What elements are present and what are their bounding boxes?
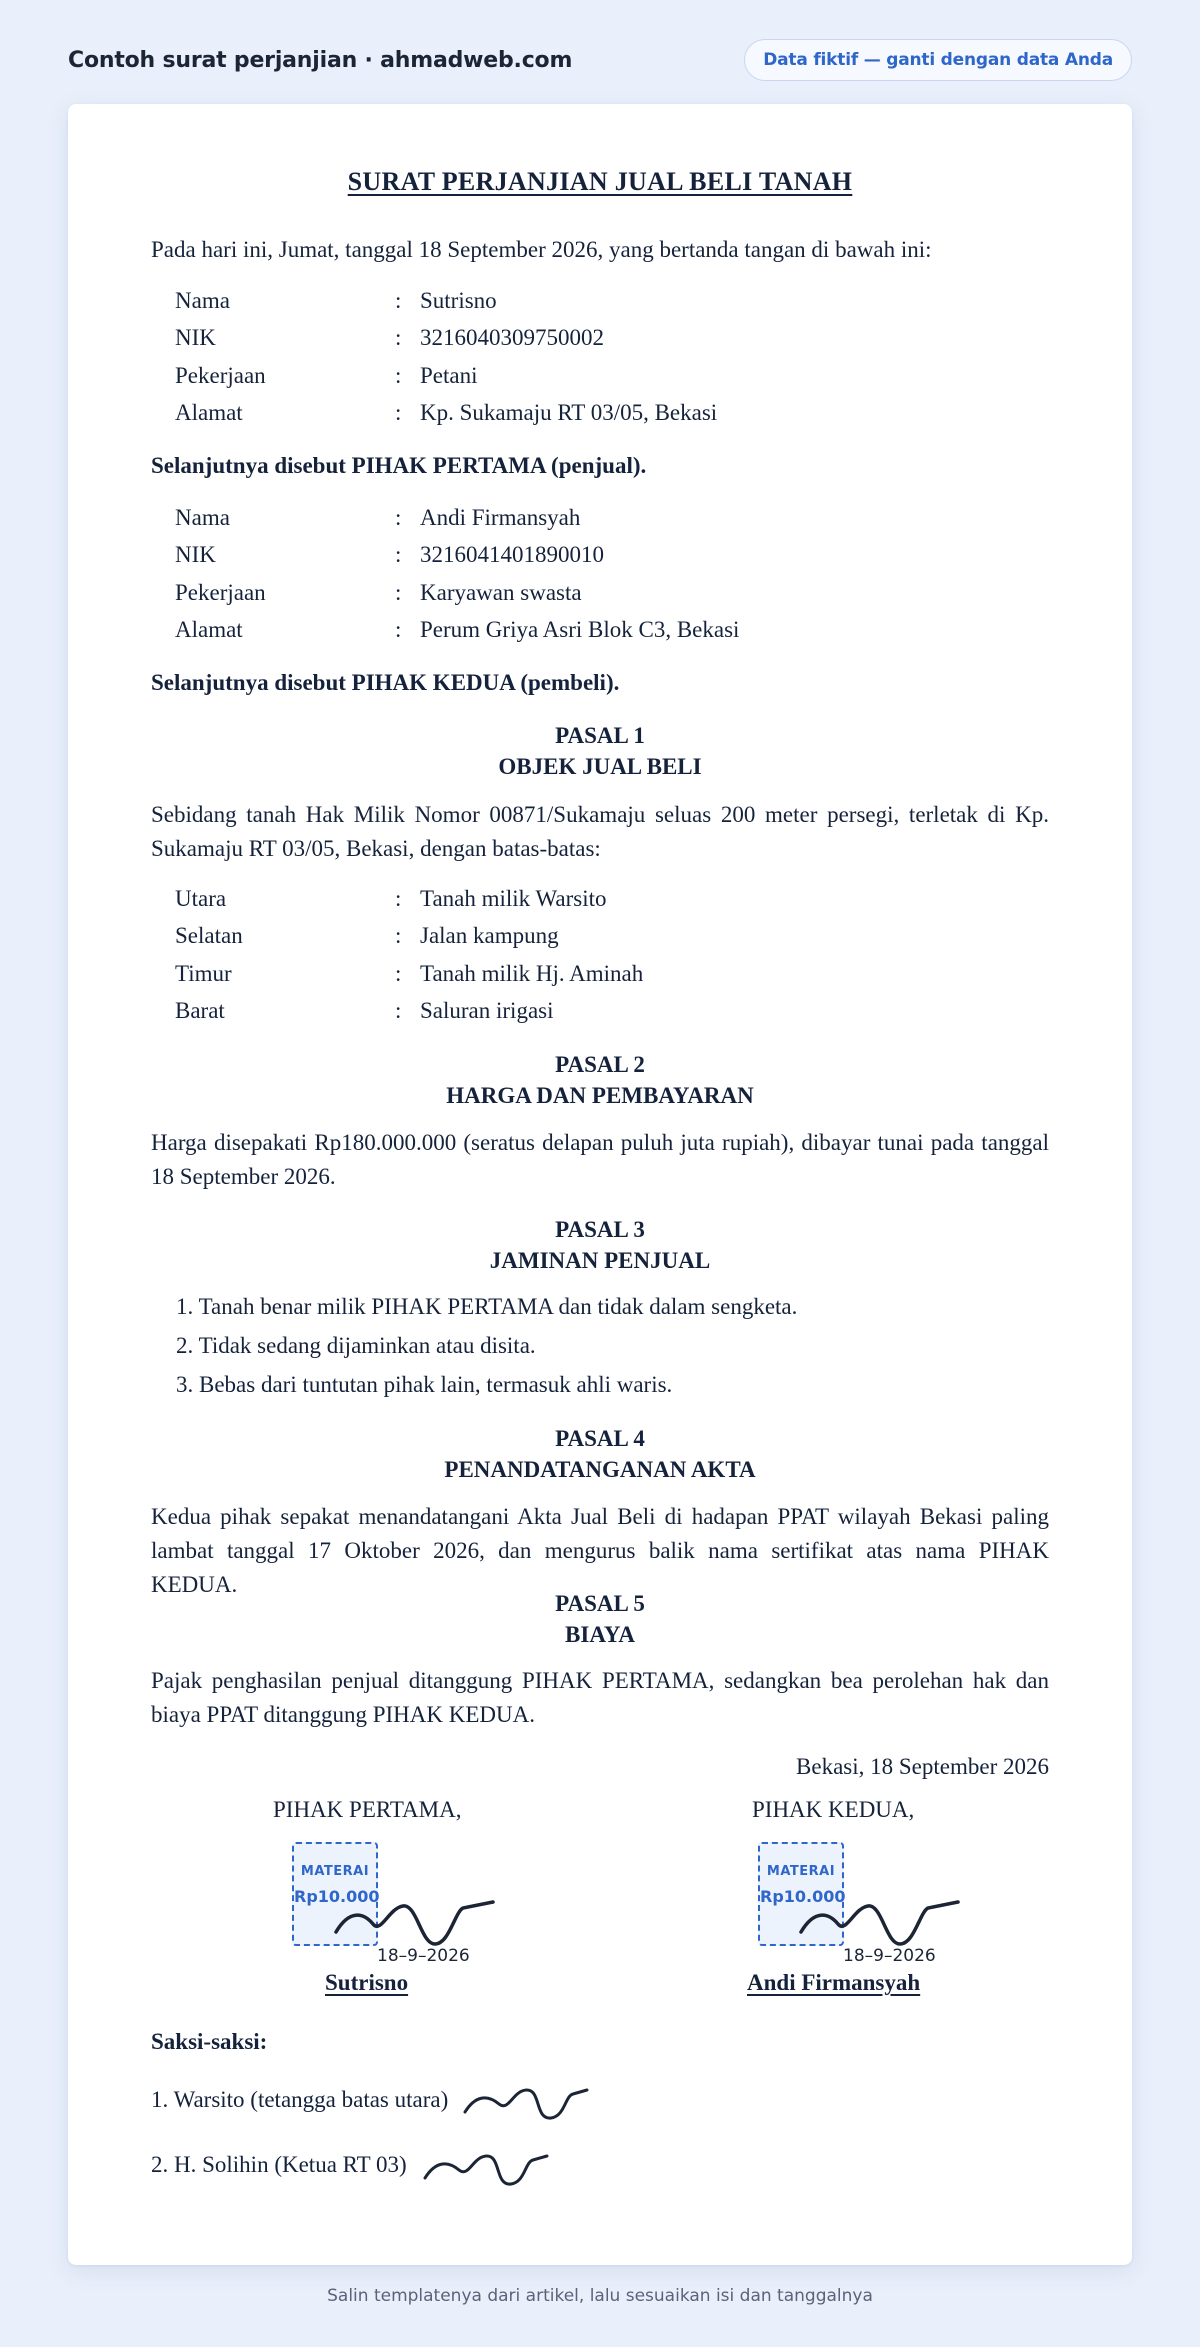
party2-signature-label: PIHAK KEDUA, (752, 1797, 915, 1822)
pasal3-heading (151, 1214, 1049, 1276)
colon: : (395, 362, 402, 388)
colon: : (395, 505, 402, 530)
field-value: 3216040309750002 (420, 325, 604, 351)
pasal-title: BIAYA (565, 1622, 635, 1647)
field-label: Alamat (175, 399, 243, 425)
field-value: Petani (420, 362, 478, 388)
stamp-title: MATERAI (766, 1864, 836, 1879)
field-value: Andi Firmansyah (420, 505, 581, 530)
witness-name: 1. Warsito (tetangga batas utara) (151, 2087, 449, 2112)
colon: : (395, 399, 402, 425)
colon: : (395, 542, 402, 568)
party1-details (175, 282, 1049, 431)
pasal-title: OBJEK JUAL BELI (498, 754, 702, 779)
party1-signature-label: PIHAK PERTAMA, (273, 1797, 462, 1822)
pasal1-heading (151, 720, 1049, 782)
top-bar (68, 38, 1132, 82)
party1-row (175, 357, 1049, 394)
pasal4-heading (151, 1423, 1049, 1485)
boundary-row (175, 992, 1049, 1029)
colon: : (395, 997, 402, 1023)
boundary-label: Utara (175, 886, 227, 911)
site-title: Contoh surat perjanjian · ahmadweb.com (68, 47, 573, 73)
colon: : (395, 288, 402, 313)
party1-row (175, 394, 1049, 431)
field-label: Pekerjaan (175, 579, 266, 605)
pasal-number: PASAL 5 (555, 1591, 645, 1616)
field-label: Alamat (175, 616, 243, 642)
witness-2 (151, 2152, 407, 2178)
pasal-title: HARGA DAN PEMBAYARAN (446, 1083, 754, 1108)
party2-signer-name: Andi Firmansyah (747, 1970, 921, 1995)
field-value: Perum Griya Asri Blok C3, Bekasi (420, 616, 740, 642)
field-label: NIK (175, 325, 216, 351)
party1-row (175, 319, 1049, 356)
party1-row (175, 282, 1049, 319)
field-value: Kp. Sukamaju RT 03/05, Bekasi (420, 399, 718, 425)
pasal-number: PASAL 1 (555, 723, 645, 748)
pasal4-text: Kedua pihak sepakat menandatangani Akta Jual Beli di hadapan PPAT wilayah Bekasi paling lambat tanggal 17 Oktober 2026, dan mengurus balik nama sertifikat atas nama PIHAK KEDUA. (151, 1504, 1049, 1597)
colon: : (395, 886, 402, 911)
party2-details (175, 499, 1049, 648)
pasal5-text: Pajak penghasilan penjual ditanggung PIHAK PERTAMA, sedangkan bea perolehan hak dan biaya PPAT ditanggung PIHAK KEDUA. (151, 1668, 1049, 1727)
boundary-value: Tanah milik Warsito (420, 886, 607, 911)
pasal-number: PASAL 2 (555, 1052, 645, 1077)
boundary-value: Jalan kampung (420, 923, 559, 949)
party1-designation: Selanjutnya disebut PIHAK PERTAMA (penjual). (151, 453, 647, 478)
stamp-value: Rp10.000 (760, 1887, 846, 1906)
party2-row (175, 499, 1049, 536)
colon: : (395, 960, 402, 986)
list-item: 3. Bebas dari tuntutan pihak lain, termasuk ahli waris. (176, 1372, 673, 1397)
pasal-title: PENANDATANGANAN AKTA (444, 1457, 756, 1482)
field-value: Sutrisno (420, 288, 497, 313)
boundaries-list (175, 880, 1049, 1029)
colon: : (395, 579, 402, 605)
footer-note: Salin templatenya dari artikel, lalu sesuaikan isi dan tanggalnya (327, 2286, 873, 2306)
witness-1-signature-scribble (461, 2070, 591, 2130)
boundary-value: Saluran irigasi (420, 997, 554, 1023)
list-item: 2. Tidak sedang dijaminkan atau disita. (176, 1333, 536, 1358)
list-item: 1. Tanah benar milik PIHAK PERTAMA dan tidak dalam sengketa. (176, 1294, 798, 1319)
seller-guarantees-list (176, 1287, 1049, 1404)
field-label: NIK (175, 542, 216, 568)
party2-row (175, 536, 1049, 573)
colon: : (395, 923, 402, 949)
document-title: SURAT PERJANJIAN JUAL BELI TANAH (347, 167, 853, 196)
boundary-label: Timur (175, 960, 232, 986)
party2-designation: Selanjutnya disebut PIHAK KEDUA (pembeli). (151, 670, 620, 695)
witnesses-heading: Saksi-saksi: (151, 2029, 268, 2054)
party2-sign-date: 18–9–2026 (843, 1946, 936, 1966)
stamp-title: MATERAI (300, 1864, 370, 1879)
place-date: Bekasi, 18 September 2026 (796, 1754, 1049, 1779)
field-label: Nama (175, 505, 230, 530)
colon: : (395, 616, 402, 642)
pasal-title: JAMINAN PENJUAL (489, 1248, 711, 1273)
boundary-label: Selatan (175, 923, 243, 949)
sample-data-badge: Data fiktif — ganti dengan data Anda (744, 39, 1132, 81)
boundary-label: Barat (175, 997, 225, 1023)
stamp-value: Rp10.000 (294, 1887, 380, 1906)
field-value: Karyawan swasta (420, 579, 582, 605)
field-value: 3216041401890010 (420, 542, 604, 568)
field-label: Pekerjaan (175, 362, 266, 388)
intro-paragraph: Pada hari ini, Jumat, tanggal 18 September 2026, yang bertanda tangan di bawah ini: (151, 237, 932, 262)
party2-row (175, 611, 1049, 648)
boundary-row (175, 917, 1049, 954)
pasal2-heading (151, 1049, 1049, 1111)
pasal2-text: Harga disepakati Rp180.000.000 (seratus delapan puluh juta rupiah), dibayar tunai pada tanggal 18 September 2026. (151, 1130, 1049, 1189)
boundary-value: Tanah milik Hj. Aminah (420, 960, 644, 986)
pasal1-text: Sebidang tanah Hak Milik Nomor 00871/Sukamaju seluas 200 meter persegi, terletak di Kp. Sukamaju RT 03/05, Bekasi, dengan batas-batas: (151, 802, 1049, 861)
party1-signature-scribble (331, 1882, 501, 1952)
colon: : (395, 325, 402, 351)
witness-name: 2. H. Solihin (Ketua RT 03) (151, 2152, 407, 2177)
witness-1 (151, 2087, 448, 2113)
pasal-number: PASAL 4 (555, 1426, 645, 1451)
witness-2-signature-scribble (421, 2136, 551, 2196)
pasal-number: PASAL 3 (555, 1217, 645, 1242)
field-label: Nama (175, 288, 230, 313)
boundary-row (175, 955, 1049, 992)
party1-signer-name: Sutrisno (325, 1970, 409, 1995)
document-paper (68, 104, 1132, 2265)
party2-signature-scribble (796, 1882, 966, 1952)
party2-row (175, 574, 1049, 611)
boundary-row (175, 880, 1049, 917)
pasal5-heading (151, 1588, 1049, 1650)
party1-sign-date: 18–9–2026 (377, 1946, 470, 1966)
